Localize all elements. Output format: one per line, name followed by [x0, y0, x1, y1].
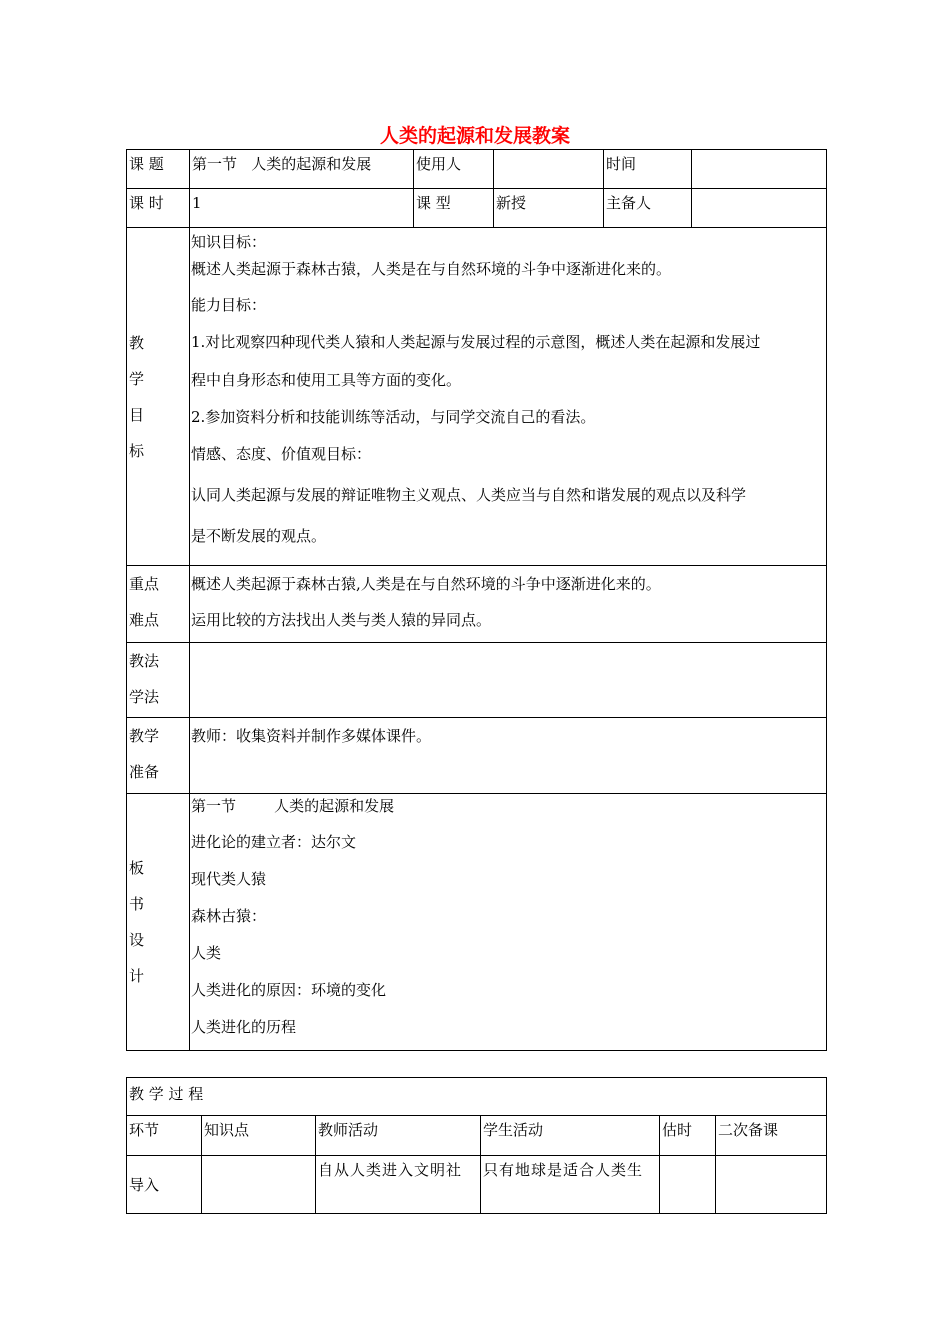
- topic-row: [127, 150, 827, 189]
- preparer-value: [692, 189, 827, 228]
- lesson-plan-table: [126, 149, 827, 1051]
- board-line: 森林古猿：: [191, 907, 267, 925]
- time-value: [692, 150, 827, 189]
- board-label: 板 书 设 计: [127, 794, 190, 1051]
- type-label: 课 型: [414, 189, 494, 228]
- type-value: 新授: [494, 189, 604, 228]
- period-row: [127, 189, 827, 228]
- objective-line: 情感、态度、价值观目标：: [191, 445, 372, 463]
- preparation-content: 教师：收集资料并制作多媒体课件。: [190, 718, 827, 794]
- column-header: 二次备课: [716, 1116, 827, 1156]
- user-label: 使用人: [414, 150, 494, 189]
- process-header-row: [127, 1116, 827, 1156]
- column-header: 教师活动: [316, 1116, 481, 1156]
- preparation-label: 教学 准备: [127, 718, 190, 794]
- table-cell: 自从人类进入文明社: [316, 1156, 481, 1214]
- column-header: 环节: [127, 1116, 202, 1156]
- board-line: 人类: [191, 944, 222, 962]
- board-line: 进化论的建立者：达尔文: [191, 833, 357, 851]
- methods-label: 教法 学法: [127, 643, 190, 718]
- table-row: [127, 1156, 827, 1214]
- column-header: 知识点: [202, 1116, 316, 1156]
- objective-line: 知识目标：: [191, 233, 267, 251]
- process-title: 教 学 过 程: [127, 1078, 827, 1116]
- board-line: 第一节 人类的起源和发展: [191, 797, 395, 815]
- table-cell: [202, 1156, 316, 1214]
- table-cell: 导入: [127, 1156, 202, 1214]
- objective-line: 1.对比观察四种现代类人猿和人类起源与发展过程的示意图，概述人类在起源和发展过: [191, 333, 761, 351]
- table-cell: [716, 1156, 827, 1214]
- board-content: [190, 794, 827, 1051]
- process-title-row: [127, 1078, 827, 1116]
- key-point-line: 概述人类起源于森林古猿,人类是在与自然环境的斗争中逐渐进化来的。: [191, 575, 661, 593]
- process-table: [126, 1077, 827, 1214]
- objective-line: 是不断发展的观点。: [191, 527, 327, 545]
- objective-line: 认同人类起源与发展的辩证唯物主义观点、人类应当与自然和谐发展的观点以及科学: [191, 486, 747, 504]
- objectives-row: [127, 228, 827, 566]
- objective-line: 程中自身形态和使用工具等方面的变化。: [191, 371, 462, 389]
- board-row: [127, 794, 827, 1051]
- objectives-content: [190, 228, 827, 566]
- key-points-content: [190, 566, 827, 643]
- preparation-row: [127, 718, 827, 794]
- board-line: 人类进化的历程: [191, 1018, 297, 1036]
- table-cell: 只有地球是适合人类生: [481, 1156, 660, 1214]
- user-value: [494, 150, 604, 189]
- key-points-row: [127, 566, 827, 643]
- objective-line: 2.参加资料分析和技能训练等活动，与同学交流自己的看法。: [191, 408, 596, 426]
- column-header: 学生活动: [481, 1116, 660, 1156]
- key-point-line: 运用比较的方法找出人类与类人猿的异同点。: [191, 611, 492, 629]
- topic-value: 第一节 人类的起源和发展: [190, 150, 414, 189]
- column-header: 估时: [660, 1116, 716, 1156]
- board-line: 人类进化的原因：环境的变化: [191, 981, 387, 999]
- topic-label: 课 题: [127, 150, 190, 189]
- methods-row: [127, 643, 827, 718]
- table-cell: [660, 1156, 716, 1214]
- period-label: 课 时: [127, 189, 190, 228]
- page-title: 人类的起源和发展教案: [379, 125, 570, 147]
- board-line: 现代类人猿: [191, 870, 267, 888]
- period-value: 1: [190, 189, 414, 228]
- objectives-label: 教 学 目 标: [127, 228, 190, 566]
- key-points-label: 重点 难点: [127, 566, 190, 643]
- objective-line: 能力目标：: [191, 296, 267, 314]
- methods-content: [190, 643, 827, 718]
- time-label: 时间: [604, 150, 692, 189]
- preparer-label: 主备人: [604, 189, 692, 228]
- objective-line: 概述人类起源于森林古猿，人类是在与自然环境的斗争中逐渐进化来的。: [191, 260, 672, 278]
